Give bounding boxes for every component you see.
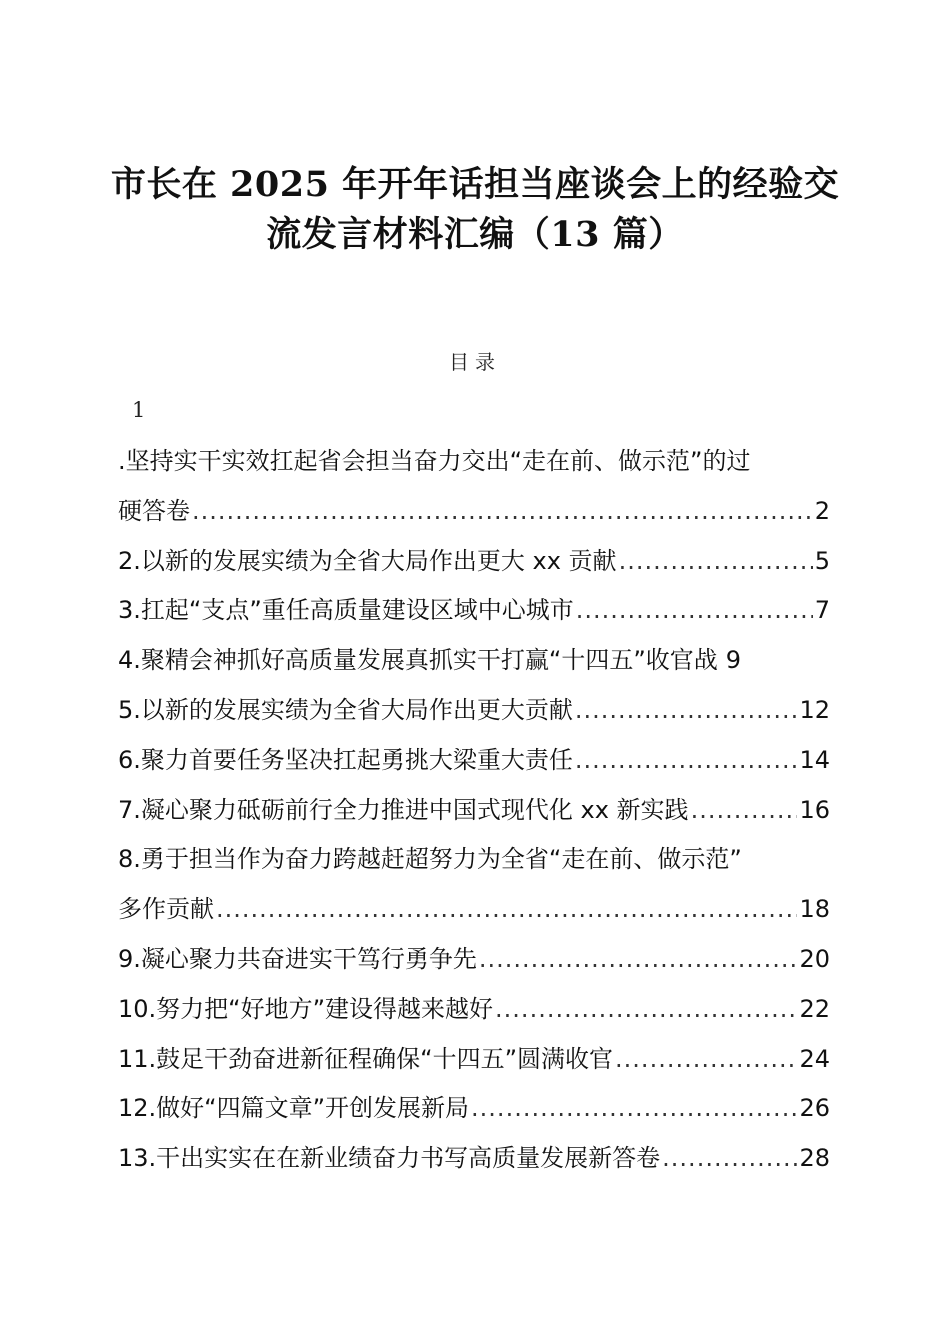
toc-leader-dots <box>662 1134 797 1184</box>
toc-entry-title: 5.以新的发展实绩为全省大局作出更大贡献 <box>118 695 573 724</box>
toc-entry-title: 7.凝心聚力砥砺前行全力推进中国式现代化 xx 新实践 <box>118 795 689 824</box>
toc-entry[interactable] <box>118 786 830 836</box>
toc-entry-title: 2.以新的发展实绩为全省大局作出更大 xx 贡献 <box>118 546 617 575</box>
toc-leader-dots <box>619 537 813 587</box>
toc-entry-page: 26 <box>799 1094 830 1123</box>
document-title <box>100 160 850 260</box>
toc-entry-page: 20 <box>799 944 830 973</box>
toc-entry-title: 12.做好“四篇文章”开创发展新局 <box>118 1094 470 1123</box>
toc-entry-title: 9.凝心聚力共奋进实干笃行勇争先 <box>118 944 477 973</box>
toc-entry-title: 10.努力把“好地方”建设得越来越好 <box>118 994 494 1023</box>
toc-entry[interactable] <box>118 686 830 736</box>
toc-entry-title: 11.鼓足干劲奋进新征程确保“十四五”圆满收官 <box>118 1044 614 1073</box>
toc-entry-first-line: 8.勇于担当作为奋力跨越赶超努力为全省“走在前、做示范” <box>118 845 742 874</box>
toc-entry[interactable] <box>118 1084 830 1134</box>
title-line-2: 流发言材料汇编（13 篇） <box>266 214 684 255</box>
toc-entry-page: 9 <box>725 646 742 675</box>
toc-entry-page: 14 <box>799 745 830 774</box>
toc-entry-page: 7 <box>814 596 830 625</box>
toc-entry-page: 18 <box>799 895 830 924</box>
toc-entry-page: 12 <box>799 695 830 724</box>
toc-entry[interactable] <box>118 985 830 1035</box>
toc-entry[interactable] <box>118 636 830 686</box>
toc-leader-dots <box>576 586 813 636</box>
toc-leader-dots <box>216 885 797 935</box>
toc-entry[interactable] <box>118 935 830 985</box>
toc-lead-number: 1 <box>132 398 146 422</box>
toc-leader-dots <box>495 985 797 1035</box>
toc-entry-page: 5 <box>814 546 830 575</box>
toc-entry[interactable] <box>118 1035 830 1085</box>
toc-leader-dots <box>575 686 798 736</box>
table-of-contents <box>118 437 830 1184</box>
toc-entry-title: 13.干出实实在在新业绩奋力书写高质量发展新答卷 <box>118 1144 661 1173</box>
toc-entry-title: 多作贡献 <box>118 895 214 924</box>
title-line-1: 市长在 2025 年开年话担当座谈会上的经验交 <box>110 164 840 205</box>
toc-entry[interactable] <box>118 586 830 636</box>
toc-entry-title: 6.聚力首要任务坚决扛起勇挑大梁重大责任 <box>118 745 573 774</box>
toc-entry-page: 24 <box>799 1044 830 1073</box>
toc-leader-dots <box>471 1084 797 1134</box>
toc-entry[interactable] <box>118 437 830 537</box>
toc-entry-page: 2 <box>814 496 830 525</box>
toc-entry[interactable] <box>118 736 830 786</box>
toc-leader-dots <box>479 935 798 985</box>
toc-leader-dots <box>575 736 798 786</box>
toc-leader-dots <box>192 487 813 537</box>
toc-entry-page: 28 <box>799 1144 830 1173</box>
toc-entry[interactable] <box>118 1134 830 1184</box>
toc-heading: 目录 <box>449 350 501 374</box>
toc-entry-title: 4.聚精会神抓好高质量发展真抓实干打赢“十四五”收官战 <box>118 646 718 675</box>
toc-leader-dots <box>615 1035 797 1085</box>
toc-entry-page: 22 <box>799 994 830 1023</box>
toc-leader-dots <box>691 786 798 836</box>
toc-entry-first-line: .坚持实干实效扛起省会担当奋力交出“走在前、做示范”的过 <box>118 447 751 475</box>
toc-entry[interactable] <box>118 537 830 587</box>
toc-entry-title: 硬答卷 <box>118 496 190 525</box>
toc-entry-page: 16 <box>799 795 830 824</box>
toc-entry[interactable] <box>118 835 830 935</box>
toc-entry-title: 3.扛起“支点”重任高质量建设区域中心城市 <box>118 596 574 625</box>
